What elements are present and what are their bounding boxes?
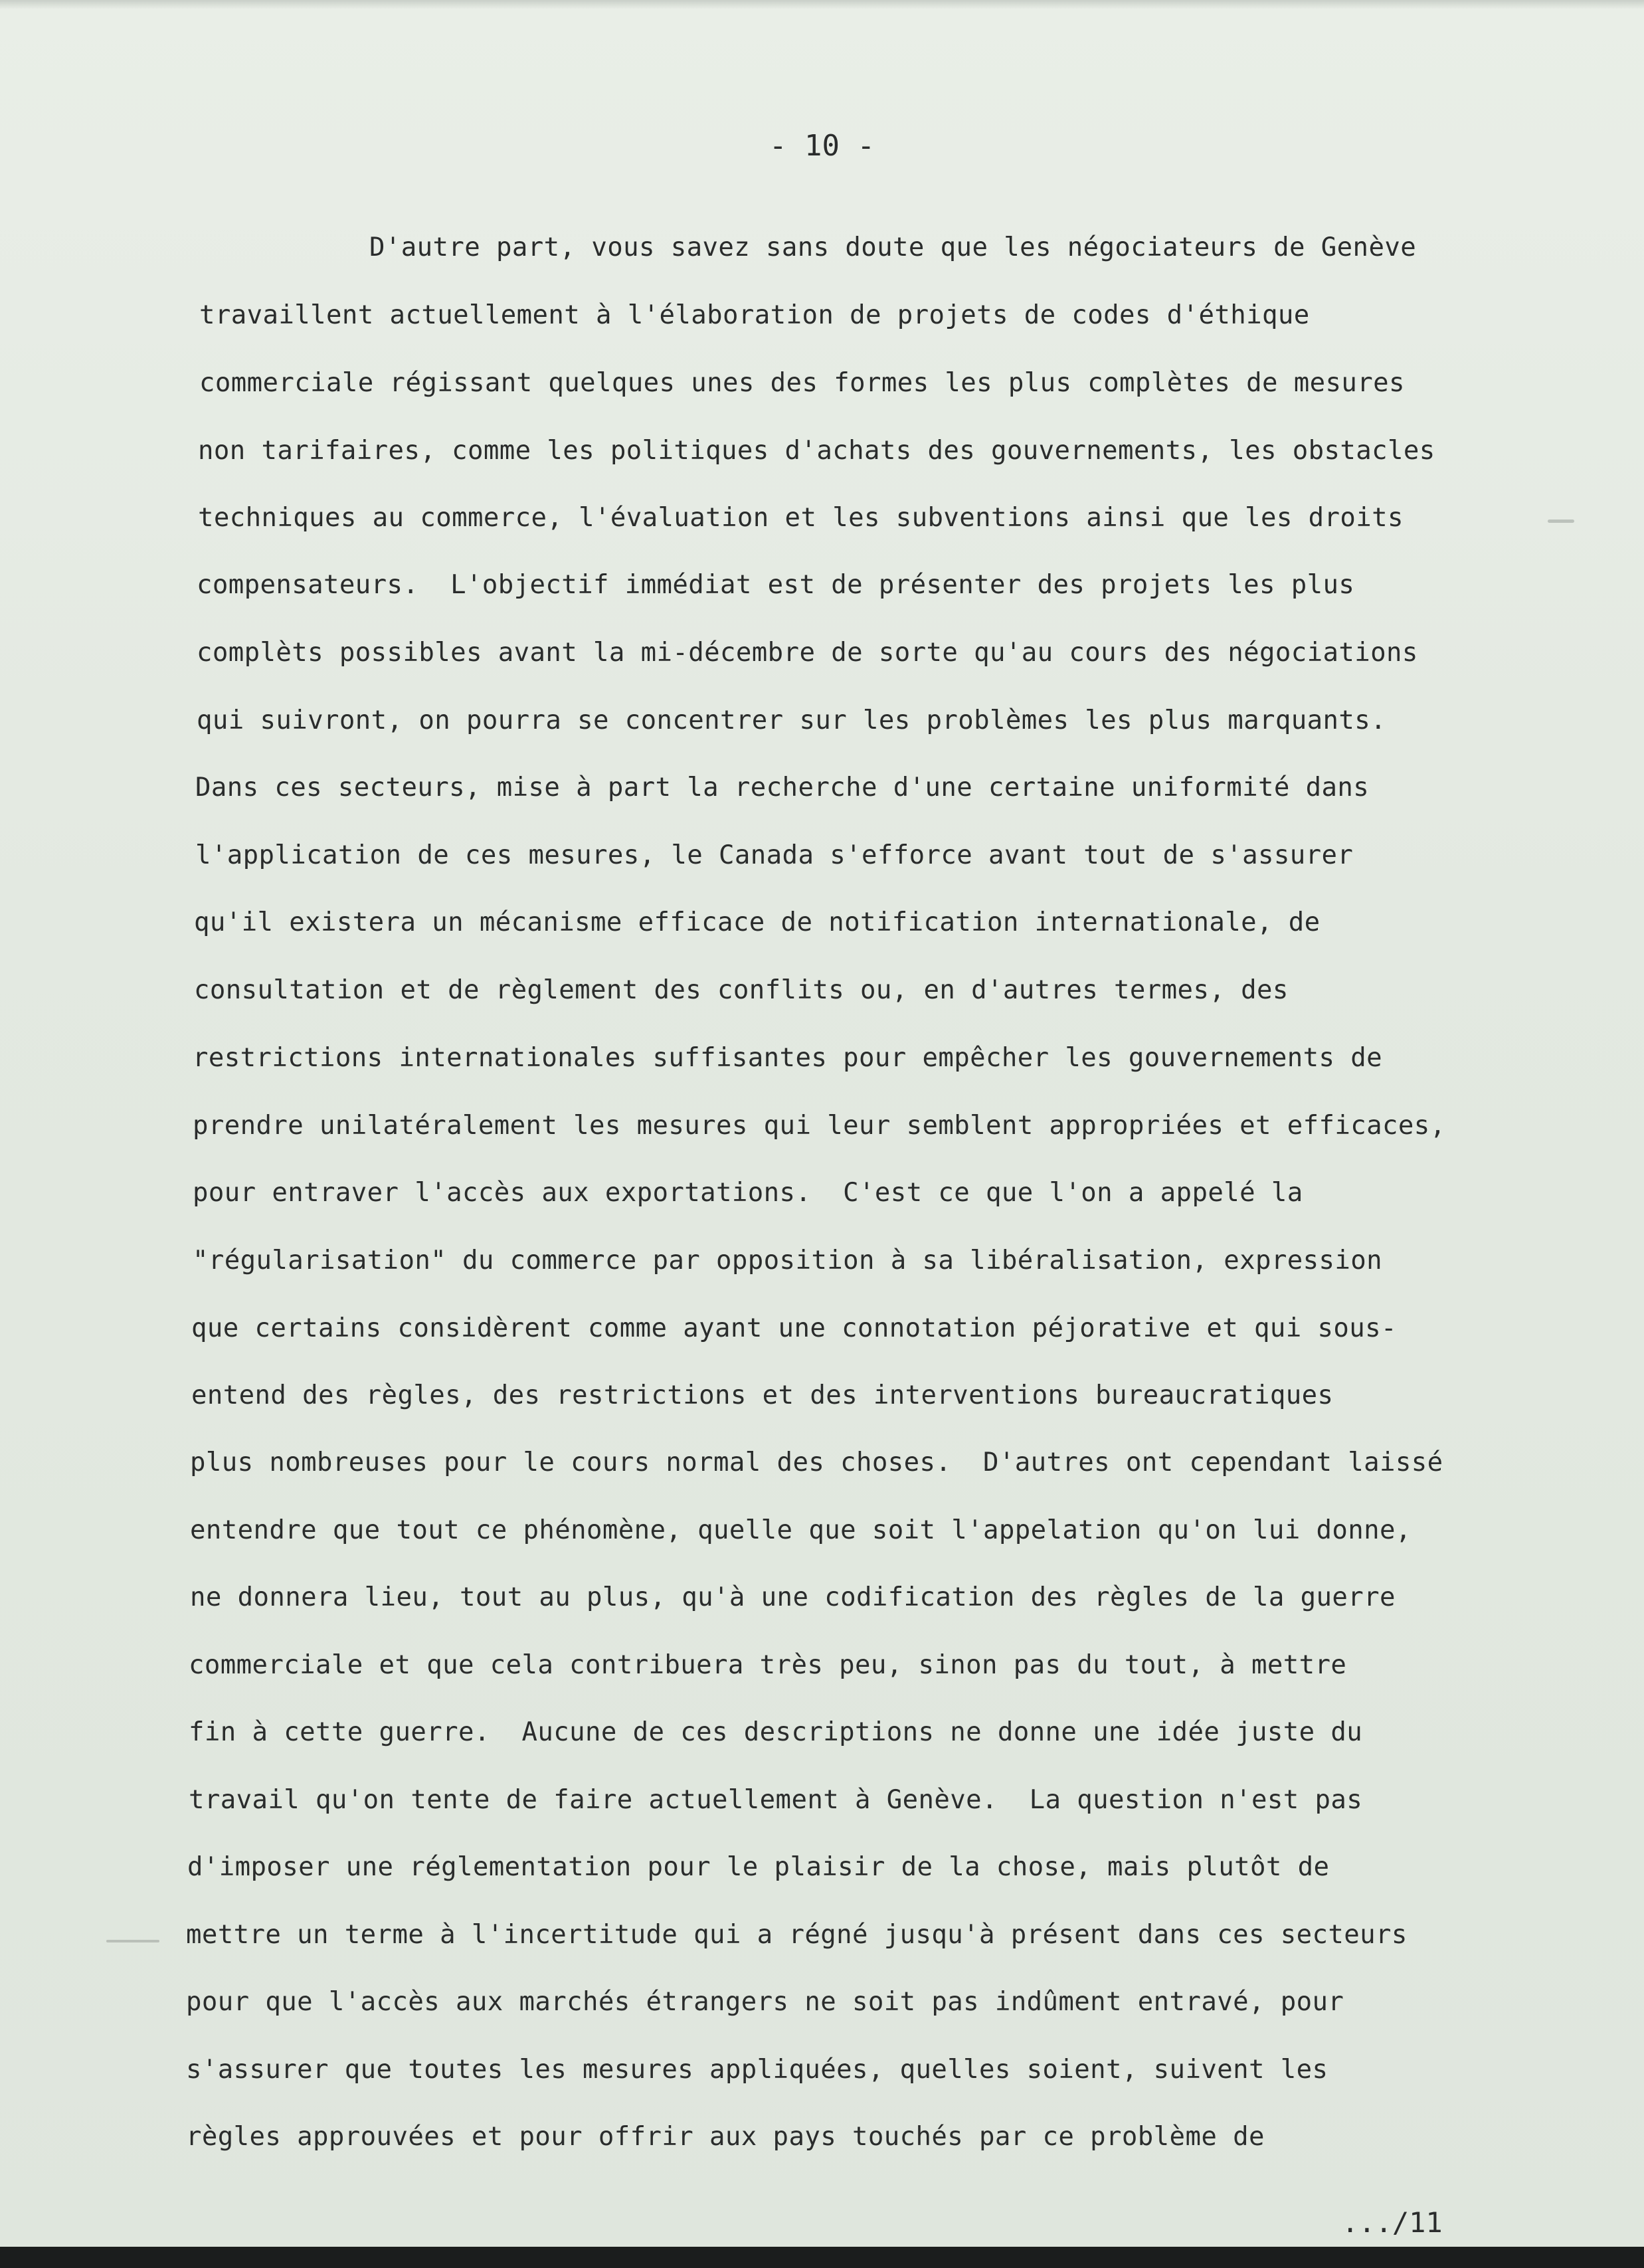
text-line: complèts possibles avant la mi-décembre de sorte qu'au cours des négociations bbox=[197, 638, 1418, 668]
text-line: l'application de ces mesures, le Canada s'efforce avant tout de s'assurer bbox=[195, 840, 1354, 870]
text-line: pour que l'accès aux marchés étrangers ne soit pas indûment entravé, pour bbox=[186, 1987, 1344, 2017]
continuation-marker: .../11 bbox=[1342, 2206, 1443, 2239]
text-line: qu'il existera un mécanisme efficace de notification internationale, de bbox=[194, 907, 1321, 937]
text-line: techniques au commerce, l'évaluation et les subventions ainsi que les droits bbox=[198, 503, 1404, 533]
text-line: entendre que tout ce phénomène, quelle que soit l'appelation qu'on lui donne, bbox=[190, 1515, 1412, 1545]
text-line: pour entraver l'accès aux exportations. C'est ce que l'on a appelé la bbox=[193, 1178, 1303, 1208]
text-line: "régularisation" du commerce par opposition à sa libéralisation, expression bbox=[193, 1246, 1382, 1276]
text-line: travail qu'on tente de faire actuellement à Genève. La question n'est pas bbox=[189, 1785, 1363, 1815]
text-line: mettre un terme à l'incertitude qui a régné jusqu'à présent dans ces secteurs bbox=[186, 1920, 1408, 1950]
text-line: d'imposer une réglementation pour le plaisir de la chose, mais plutôt de bbox=[187, 1852, 1330, 1882]
text-line: consultation et de règlement des conflits ou, en d'autres termes, des bbox=[194, 975, 1289, 1005]
text-line: entend des règles, des restrictions et des interventions bureaucratiques bbox=[191, 1380, 1334, 1410]
margin-mark bbox=[106, 1940, 159, 1942]
text-line: plus nombreuses pour le cours normal des choses. D'autres ont cependant laissé bbox=[190, 1448, 1443, 1477]
text-line: prendre unilatéralement les mesures qui leur semblent appropriées et efficaces, bbox=[193, 1111, 1446, 1141]
text-line: qui suivront, on pourra se concentrer sur les problèmes les plus marquants. bbox=[197, 706, 1386, 735]
text-line: restrictions internationales suffisantes pour empêcher les gouvernements de bbox=[193, 1043, 1382, 1073]
text-line: compensateurs. L'objectif immédiat est de présenter des projets les plus bbox=[197, 570, 1355, 600]
text-line: s'assurer que toutes les mesures appliquées, quelles soient, suivent les bbox=[186, 2055, 1328, 2085]
text-line: commerciale régissant quelques unes des formes les plus complètes de mesures bbox=[199, 368, 1405, 398]
text-line: non tarifaires, comme les politiques d'achats des gouvernements, les obstacles bbox=[198, 436, 1435, 466]
page-number: - 10 - bbox=[769, 129, 875, 163]
text-line: fin à cette guerre. Aucune de ces descriptions ne donne une idée juste du bbox=[189, 1717, 1363, 1747]
text-line: D'autre part, vous savez sans doute que les négociateurs de Genève bbox=[369, 233, 1417, 262]
margin-mark bbox=[1548, 520, 1574, 523]
text-line: Dans ces secteurs, mise à part la recherche d'une certaine uniformité dans bbox=[195, 773, 1370, 803]
text-line: que certains considèrent comme ayant une connotation péjorative et qui sous- bbox=[191, 1313, 1397, 1343]
text-line: travaillent actuellement à l'élaboration de projets de codes d'éthique bbox=[199, 300, 1310, 330]
scan-bottom-edge bbox=[0, 2247, 1644, 2268]
text-line: règles approuvées et pour offrir aux pays touchés par ce problème de bbox=[186, 2122, 1265, 2152]
text-line: commerciale et que cela contribuera très peu, sinon pas du tout, à mettre bbox=[189, 1650, 1347, 1680]
text-line: ne donnera lieu, tout au plus, qu'à une codification des règles de la guerre bbox=[190, 1582, 1396, 1612]
